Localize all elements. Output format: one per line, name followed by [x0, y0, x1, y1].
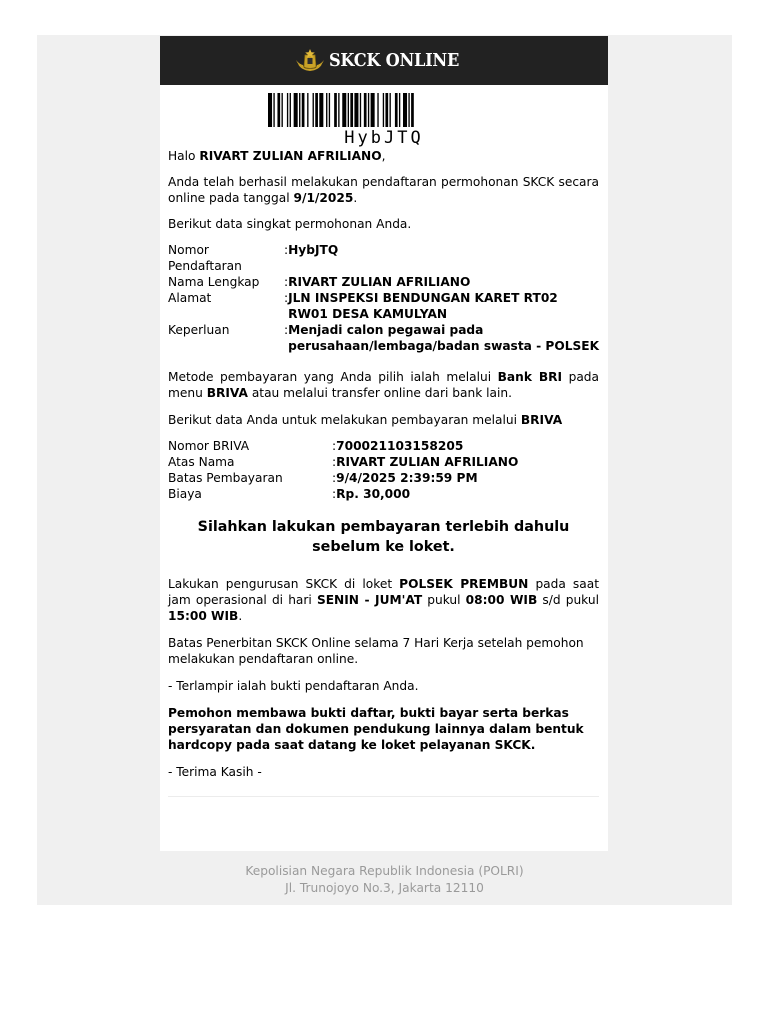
row-label: Alamat	[168, 291, 212, 305]
registration-barcode	[160, 93, 608, 147]
divider	[168, 796, 599, 797]
row-label: Nomor Pendaftaran	[168, 243, 242, 273]
payment-notice: Silahkan lakukan pembayaran terlebih dahulu sebelum ke loket.	[197, 519, 570, 555]
office-open-time: 08:00 WIB	[465, 593, 538, 607]
payment-table	[168, 438, 518, 502]
row-separator: :	[332, 471, 337, 485]
row-value: RIVART ZULIAN AFRILIANO	[288, 275, 471, 289]
application-table	[168, 242, 599, 354]
greeting: Halo RIVART ZULIAN AFRILIANO,	[168, 149, 386, 163]
email-card	[160, 36, 608, 851]
header-banner	[160, 36, 608, 85]
row-separator: :	[332, 455, 337, 469]
payment-deadline: 9/4/2025 2:39:59 PM	[336, 471, 478, 485]
applicant-name: RIVART ZULIAN AFRILIANO	[199, 149, 382, 163]
skck-logo	[295, 48, 473, 74]
barcode-code: HybJTQ	[344, 128, 424, 148]
email-container	[37, 35, 732, 905]
briva-heading: Berikut data Anda untuk melakukan pembayaran melalui BRIVA	[168, 413, 563, 427]
police-emblem-icon	[295, 48, 325, 74]
footer	[37, 863, 732, 897]
payment-row	[168, 438, 518, 454]
registration-date: 9/1/2025	[293, 191, 354, 205]
requirements-paragraph: Pemohon membawa bukti daftar, bukti bayar serta berkas persyaratan dan dokumen pendukung lainnya dalam bentuk hardcopy pada saat datang ke loket pelayanan SKCK.	[168, 706, 584, 752]
office-paragraph: Lakukan pengurusan SKCK di loket POLSEK PREMBUN pada saat jam operasional di hari SENIN - JUM'AT pukul 08:00 WIB s/d pukul 15:00 WIB.	[168, 577, 599, 623]
row-label: Nama Lengkap	[168, 275, 260, 289]
briva-number: 700021103158205	[336, 439, 464, 453]
footer-address: Jl. Trunojoyo No.3, Jakarta 12110	[285, 881, 484, 895]
payment-amount: Rp. 30,000	[336, 487, 411, 501]
row-value: JLN INSPEKSI BENDUNGAN KARET RT02 RW01 DESA KAMULYAN	[288, 291, 558, 321]
row-label: Keperluan	[168, 323, 230, 337]
attachment-note: - Terlampir ialah bukti pendaftaran Anda.	[168, 679, 419, 693]
menu-name: BRIVA	[206, 386, 248, 400]
application-row	[168, 242, 599, 274]
office-name: POLSEK PREMBUN	[399, 577, 529, 591]
summary-heading: Berikut data singkat permohonan Anda.	[168, 217, 412, 231]
row-separator: :	[284, 275, 289, 289]
row-value: HybJTQ	[288, 243, 339, 257]
row-separator: :	[332, 487, 337, 501]
row-label: Batas Pembayaran	[168, 471, 283, 485]
application-row	[168, 274, 599, 290]
row-label: Biaya	[168, 487, 202, 501]
row-separator: :	[332, 439, 337, 453]
bank-name: Bank BRI	[497, 370, 563, 384]
payment-row	[168, 486, 518, 502]
office-close-time: 15:00 WIB	[168, 609, 239, 623]
footer-organization: Kepolisian Negara Republik Indonesia (POLRI)	[245, 864, 524, 878]
intro-paragraph: Anda telah berhasil melakukan pendaftaran permohonan SKCK secara online pada tanggal 9/1/2025.	[168, 175, 599, 205]
payment-row	[168, 454, 518, 470]
barcode-graphic	[264, 93, 504, 127]
office-days: SENIN - JUM'AT	[316, 593, 423, 607]
payment-method-paragraph: Metode pembayaran yang Anda pilih ialah melalui Bank BRI pada menu BRIVA atau melalui transfer online dari bank lain.	[168, 370, 599, 400]
closing-thanks: - Terima Kasih -	[168, 765, 262, 779]
row-label: Atas Nama	[168, 455, 235, 469]
email-body	[160, 148, 608, 797]
row-separator: :	[284, 243, 289, 257]
deadline-paragraph: Batas Penerbitan SKCK Online selama 7 Hari Kerja setelah pemohon melakukan pendaftaran online.	[168, 636, 584, 666]
payment-row	[168, 470, 518, 486]
account-name: RIVART ZULIAN AFRILIANO	[336, 455, 519, 469]
row-value: Menjadi calon pegawai pada perusahaan/lembaga/badan swasta - POLSEK	[288, 323, 600, 353]
logo-title: SKCK ONLINE	[328, 50, 459, 71]
row-separator: :	[284, 291, 289, 305]
application-row	[168, 290, 599, 322]
row-separator: :	[284, 323, 289, 337]
row-label: Nomor BRIVA	[168, 439, 250, 453]
application-row	[168, 322, 599, 354]
